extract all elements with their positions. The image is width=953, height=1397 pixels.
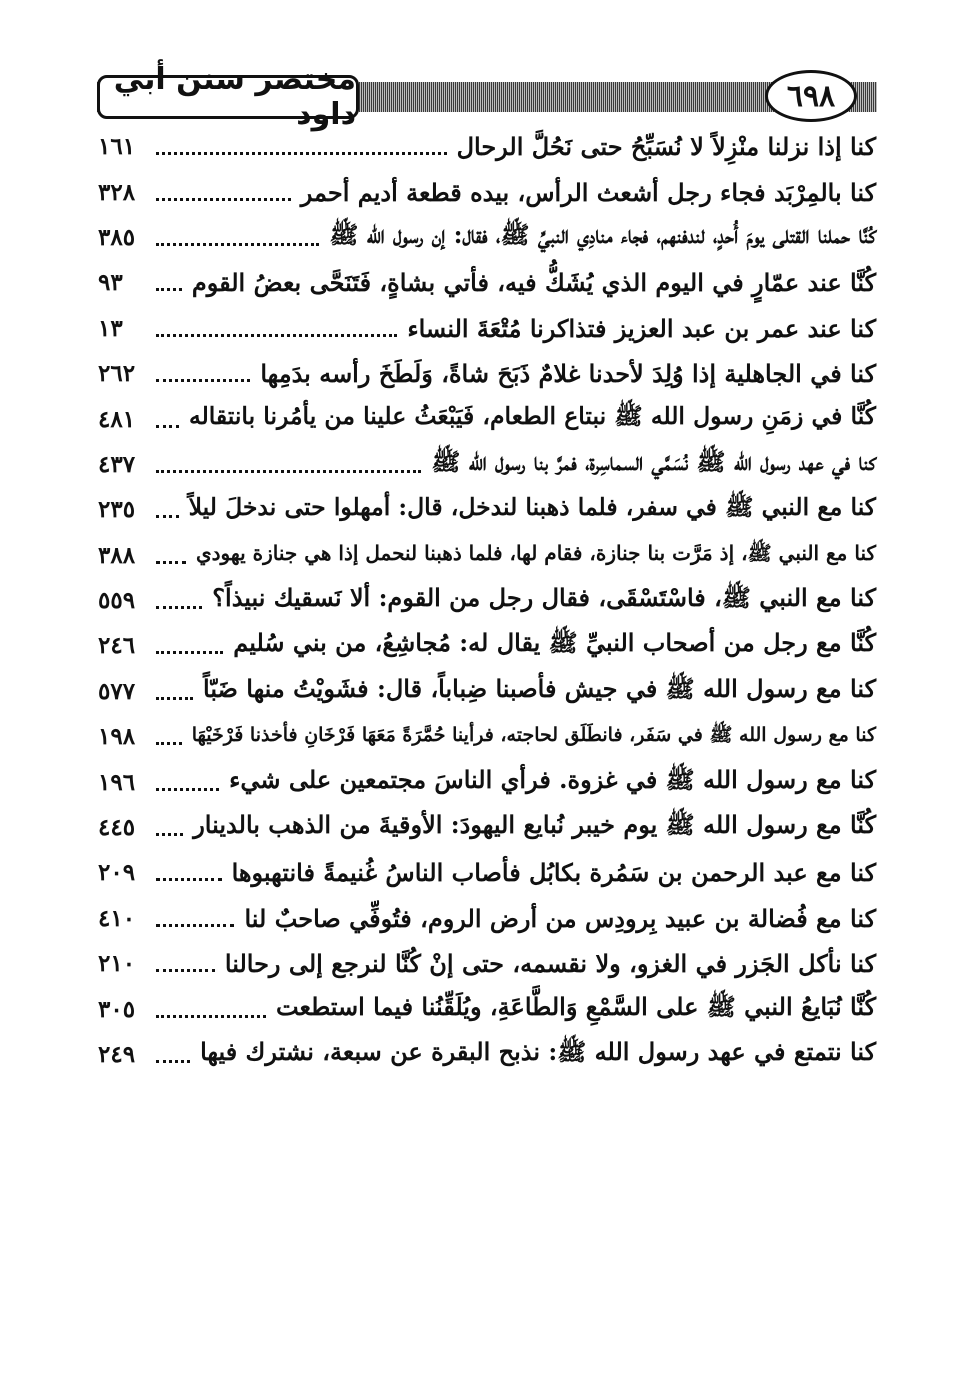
entry-page-number: ٤٣٧ <box>98 450 136 478</box>
dot-leader <box>156 728 182 745</box>
entry-page-number: ٩٣ <box>98 269 123 297</box>
index-entry <box>98 941 876 986</box>
dot-leader <box>156 456 421 473</box>
entry-page-number: ٣٠٥ <box>98 995 136 1023</box>
index-entry <box>98 215 876 260</box>
entry-text: كنا مع رسول الله ﷺ في غزوة. فرأي الناسَ مجتمعين على شيء <box>229 764 876 794</box>
dot-leader <box>156 592 202 609</box>
entry-text: كنا مع رسول الله ﷺ في سَفَر، فانطَلَق لحاجته، فرأينا حُمَّرَةً مَعَهَا فَرْخَانِ فأخذنا فَرْخَيْهَا <box>191 723 876 746</box>
entry-page-number: ٣٢٨ <box>98 178 136 206</box>
index-entry <box>98 1032 876 1077</box>
dot-leader <box>156 637 223 654</box>
entry-page-number: ٣٨٥ <box>98 223 136 251</box>
entry-text: كُنَّا حملنا القتلى يومَ أُحدٍ، لندفنهم، فجاء منادِي النبيِّ ﷺ، فقال: إن رسول الله ﷺ <box>329 219 876 249</box>
dot-leader <box>156 411 179 428</box>
page-number: ٦٩٨ <box>786 78 836 114</box>
dot-leader <box>156 864 222 881</box>
index-entry <box>98 714 876 759</box>
index-entry <box>98 487 876 532</box>
dot-leader <box>156 184 291 201</box>
dot-leader <box>156 365 250 382</box>
entry-text: كُنَّا عند عمّارٍ في اليوم الذي يُشَكُّ فيه، فأتي بشاةٍ، فَتَنَحَّى بعضُ القوم <box>191 268 876 298</box>
index-entry <box>98 669 876 714</box>
entry-page-number: ١٦١ <box>98 133 136 161</box>
book-title-box <box>97 62 359 132</box>
entry-text: كُنَّا مع رجل من أصحاب النبيِّ ﷺ يقال له: مُجاشِعُ، من بني سُليم <box>233 628 876 658</box>
index-entry <box>98 442 876 487</box>
index-entry <box>98 260 876 305</box>
dot-leader <box>156 955 215 972</box>
entry-page-number: ٥٥٩ <box>98 587 136 615</box>
index-entry <box>98 805 876 850</box>
entry-page-number: ١٣ <box>98 314 123 342</box>
index-entry <box>98 351 876 396</box>
entry-text: كنا إذا نزلنا منْزِلاً لا نُسَبِّحُ حتى نَحُلَّ الرحال <box>456 132 876 162</box>
entry-page-number: ٤١٠ <box>98 904 136 932</box>
entry-page-number: ٢٠٩ <box>98 859 136 887</box>
index-entry <box>98 986 876 1031</box>
entry-page-number: ٤٤٥ <box>98 814 136 842</box>
entry-page-number: ٢٤٦ <box>98 632 136 660</box>
dot-leader <box>156 774 219 791</box>
dot-leader <box>156 229 319 246</box>
entry-page-number: ٢٤٩ <box>98 1041 136 1068</box>
entry-page-number: ٣٨٨ <box>98 541 136 569</box>
entry-text: كنا نأكل الجَزر في الغزو، ولا نقسمه، حتى إنْ كُنَّا لنرجع إلى رحالنا <box>224 949 876 979</box>
entry-page-number: ٤٨١ <box>98 405 136 433</box>
page-number-oval <box>765 70 857 122</box>
dot-leader <box>156 274 182 291</box>
index-entry <box>98 533 876 578</box>
index-entry <box>98 850 876 895</box>
entry-text: كنا نتمتع في عهد رسول الله ﷺ: نذبح البقرة عن سبعة، نشترك فيها <box>200 1037 876 1066</box>
entry-page-number: ٢٣٥ <box>98 496 136 524</box>
dot-leader <box>156 501 179 518</box>
dot-leader <box>156 1001 266 1018</box>
entry-text: كنا في عهد رسول الله ﷺ نُسَمَّي السماسِرة، فمرَّ بنا رسول الله ﷺ <box>431 446 876 476</box>
book-title: مختصر سنن أبي داود <box>113 62 356 132</box>
entry-text: كنا عند عمر بن عبد العزيز فتذاكرنا مُتْعَةَ النساء <box>407 313 876 343</box>
entry-page-number: ١٩٦ <box>98 768 136 796</box>
entry-page-number: ٥٧٧ <box>98 677 136 705</box>
index-entry <box>98 759 876 804</box>
entry-text: كنا في الجاهلية إذا وُلِدَ لأحدنا غلامٌ ذَبَحَ شاةً، وَلَطَخَ رأسه بدَمِها <box>260 359 876 389</box>
dot-leader <box>156 819 183 836</box>
dot-leader <box>156 138 447 155</box>
entry-text: كنا مع النبي ﷺ، إذ مَرَّت بنا جنازة، فقام لها، فلما ذهبنا لنحمل إذا هي جنازة يهودي <box>196 540 876 565</box>
entry-text: كُنَّا في زمَنِ رسول الله ﷺ نبتاع الطعام، فَيَبْعَثُ علينا من يأمُرنا بانتقاله <box>188 402 876 431</box>
dot-leader <box>156 1046 190 1063</box>
entry-text: كنا مع رسول الله ﷺ في جيش فأصبنا ضِباباً، قال: فشَويْتُ منها ضَبّاً <box>203 673 876 703</box>
entry-text: كنا بالمِرْبَد فجاء رجل أشعث الرأس، بيده قطعة أديم أحمر <box>300 177 876 207</box>
entry-text: كنا مع عبد الرحمن بن سَمُرة بكابُل فأصاب الناسُ غُنيمةً فانتهبوها <box>231 858 876 888</box>
index-entry <box>98 896 876 941</box>
index-entry <box>98 169 876 214</box>
entry-text: كنا مع فُضالة بن عبيد بِرودِس من أرض الروم، فتُوفِّي صاحبٌ لنا <box>244 903 876 933</box>
dot-leader <box>156 910 234 927</box>
entry-text: كنا مع النبي ﷺ، فاسْتَسْقَى، فقال رجل من القوم: ألا نَسقيك نبيذاً؟ <box>212 583 876 613</box>
dot-leader <box>156 683 193 700</box>
index-entries-list <box>98 124 876 1077</box>
index-entry <box>98 623 876 668</box>
index-entry <box>98 396 876 441</box>
entry-page-number: ١٩٨ <box>98 723 136 751</box>
index-entry <box>98 306 876 351</box>
entry-page-number: ٢١٠ <box>98 950 136 978</box>
dot-leader <box>156 320 397 337</box>
index-entry <box>98 124 876 169</box>
entry-text: كُنَّا مع رسول الله ﷺ يوم خيبر نُبايع اليهودَ: الأوقيةَ من الذهب بالدينار <box>193 810 876 840</box>
entry-text: كُنَّا نُبَايعُ النبي ﷺ على السَّمْعِ وَالطَّاعَةِ، ويُلَقِّنُنا فيما استطعت <box>275 991 876 1021</box>
dot-leader <box>156 547 186 564</box>
index-entry <box>98 578 876 623</box>
entry-text: كنا مع النبي ﷺ في سفر، فلما ذهبنا لندخل، قال: أمهلوا حتى ندخلَ ليلاً <box>188 492 876 521</box>
page-header <box>97 62 877 132</box>
entry-page-number: ٢٦٢ <box>98 360 136 388</box>
